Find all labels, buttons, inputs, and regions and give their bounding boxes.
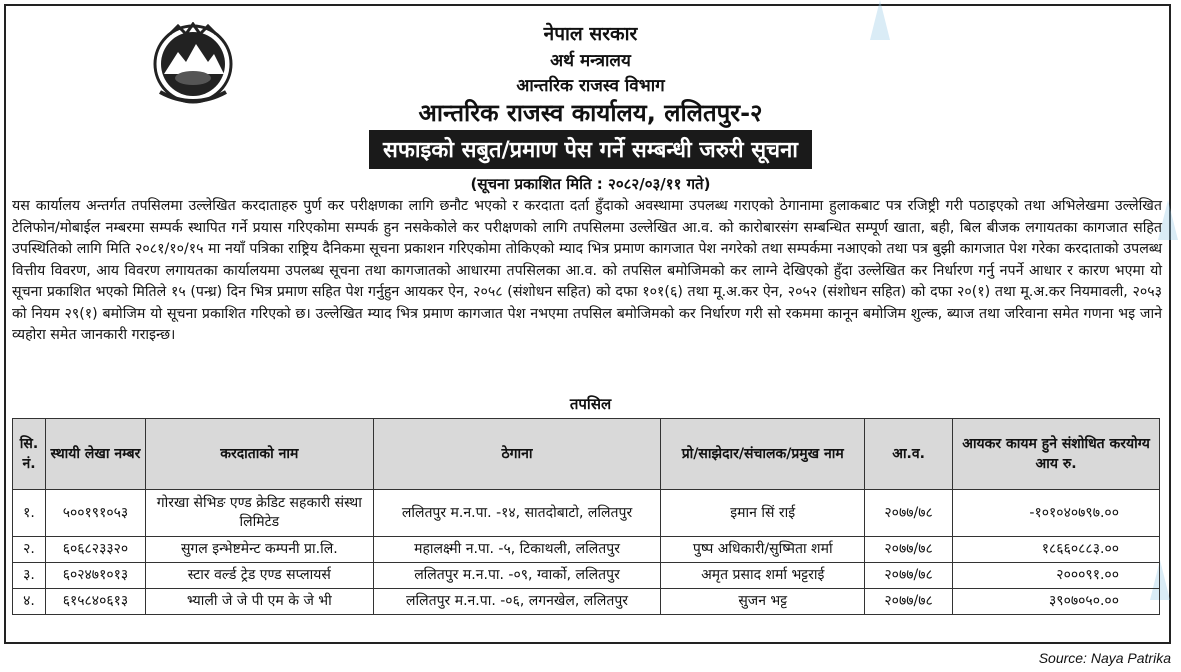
- office-name: आन्तरिक राजस्व कार्यालय, ललितपुर-२: [418, 99, 763, 127]
- schedule-title: तपसिल: [569, 395, 612, 413]
- cell-fiscal-year: २०७७/७८: [865, 537, 953, 563]
- cell-pan: ५००१९१०५३: [45, 490, 145, 537]
- cell-address: महालक्ष्मी न.पा. -५, टिकाथली, ललितपुर: [373, 537, 661, 563]
- cell-taxpayer-name: स्टार वर्ल्ड ट्रेड एण्ड सप्लायर्स: [145, 563, 373, 589]
- ministry-name: अर्थ मन्त्रालय: [550, 51, 631, 71]
- header-taxpayer-name: करदाताको नाम: [145, 419, 373, 490]
- cell-taxable-income: १८६६०८८३.००: [953, 537, 1160, 563]
- cell-taxable-income: २०००९१.००: [953, 563, 1160, 589]
- publication-date: (सूचना प्रकाशित मिति : २०८२/०३/११ गते): [470, 175, 711, 193]
- header-address: ठेगाना: [373, 419, 661, 490]
- cell-address: ललितपुर म.न.पा. -१४, सातदोबाटो, ललितपुर: [373, 490, 661, 537]
- cell-serial: ३.: [13, 563, 46, 589]
- table-header-row: [13, 419, 1160, 490]
- cell-pan: ६१५८४०६१३: [45, 589, 145, 615]
- cell-proprietor: सुजन भट्ट: [661, 589, 865, 615]
- department-name: आन्तरिक राजस्व विभाग: [516, 76, 665, 96]
- cell-fiscal-year: २०७७/७८: [865, 490, 953, 537]
- table-row: [13, 589, 1160, 615]
- notice-body: यस कार्यालय अन्तर्गत तपसिलमा उल्लेखित करदाताहरु पुर्ण कर परीक्षणका लागि छनौट भएको र करदाता दर्ता हुँदाको अवस्थामा उपलब्ध गराएको ठेगानामा हुलाकबाट पत्र रजिष्ट्री गरी पठाइएको तथा अभिलेखमा उल्लेखित टेलिफोन/मोबाईल नम्बरमा सम्पर्क स्थापित गर्ने प्रयास गरिएकोमा सम्पर्क हुन नसकेकोले कर परीक्षणको लागि तपसिलमा उल्लेखित आ.व. को कारोबारसंग सम्बन्धित सम्पूर्ण खाता, बही, बिल बीजक लगायतका कागजात सहित उपस्थितिको लागि मिति २०८१/१०/१५ मा नयाँ पत्रिका राष्ट्रिय दैनिकमा सूचना प्रकाशन गरिएकोमा तोकिएको म्याद भित्र प्रमाण कागजात पेश नगरेको तथा सम्पर्कमा नआएको तथा पत्र बुझी कागजात पेश गरेका करदाताको उपलब्ध वित्तीय विवरण, आय विवरण लगायतका कार्यालयमा उपलब्ध सूचना तथा कागजातको आधारमा तपसिलका आ.व. को तपसिल बमोजिमको कर लाग्ने देखिएको हुँदा उल्लेखित कर निर्धारण गर्नु नपर्ने आधार र कारण भएमा यो सूचना प्रकाशित भएको मितिले १५ (पन्ध्र) दिन भित्र प्रमाण सहित पेश गर्नुहुन आयकर ऐन, २०५८ (संशोधन सहित) को दफा १०१(६) तथा मू.अ.कर ऐन, २०५२ (संशोधन सहित) को दफा २०(१) तथा मू.अ.कर नियमावली, २०५३ को नियम २९(१) बमोजिम यो सूचना प्रकाशित गरिएको छ। उल्लेखित म्याद भित्र प्रमाण कागजात पेश नभएमा तपसिल बमोजिमको कर निर्धारण गरी सो रकममा कानून बमोजिम शुल्क, ब्याज तथा जरिवाना समेत गणना भइ जाने व्यहोरा समेत जानकारी गराइन्छ।: [12, 198, 1162, 343]
- cell-proprietor: इमान सिं राई: [661, 490, 865, 537]
- cell-address: ललितपुर म.न.पा. -०६, लगनखेल, ललितपुर: [373, 589, 661, 615]
- table-row: [13, 537, 1160, 563]
- header-fiscal-year: आ.व.: [865, 419, 953, 490]
- cell-serial: २.: [13, 537, 46, 563]
- cell-taxpayer-name: गोरखा सेभिङ एण्ड क्रेडिट सहकारी संस्था लिमिटेड: [145, 490, 373, 537]
- cell-taxpayer-name: भ्याली जे जे पी एम के जे भी: [145, 589, 373, 615]
- header-serial: सि. नं.: [13, 419, 46, 490]
- cell-proprietor: पुष्प अधिकारी/सुष्मिता शर्मा: [661, 537, 865, 563]
- table-row: [13, 563, 1160, 589]
- cell-address: ललितपुर म.न.पा. -०९, ग्वार्को, ललितपुर: [373, 563, 661, 589]
- source-credit: Source: Naya Patrika: [1038, 650, 1171, 666]
- cell-pan: ६०६८२३३२०: [45, 537, 145, 563]
- cell-proprietor: अमृत प्रसाद शर्मा भट्टराई: [661, 563, 865, 589]
- header-pan: स्थायी लेखा नम्बर: [45, 419, 145, 490]
- header-proprietor: प्रो/साझेदार/संचालक/प्रमुख नाम: [661, 419, 865, 490]
- cell-fiscal-year: २०७७/७८: [865, 563, 953, 589]
- cell-serial: ४.: [13, 589, 46, 615]
- notice-title-banner: सफाइको सबुत/प्रमाण पेस गर्ने सम्बन्धी जरुरी सूचना: [369, 130, 812, 169]
- table-row: [13, 490, 1160, 537]
- cell-taxpayer-name: सुगल इन्भेष्टमेन्ट कम्पनी प्रा.लि.: [145, 537, 373, 563]
- govt-name: नेपाल सरकार: [543, 23, 638, 45]
- cell-serial: १.: [13, 490, 46, 537]
- cell-taxable-income: ३९०७०५०.००: [953, 589, 1160, 615]
- header-taxable-income: आयकर कायम हुने संशोधित करयोग्य आय रु.: [953, 419, 1160, 490]
- cell-pan: ६०२४७१०१३: [45, 563, 145, 589]
- cell-fiscal-year: २०७७/७८: [865, 589, 953, 615]
- taxpayer-table: [12, 418, 1160, 615]
- cell-taxable-income: -१०१०४०७९७.००: [953, 490, 1160, 537]
